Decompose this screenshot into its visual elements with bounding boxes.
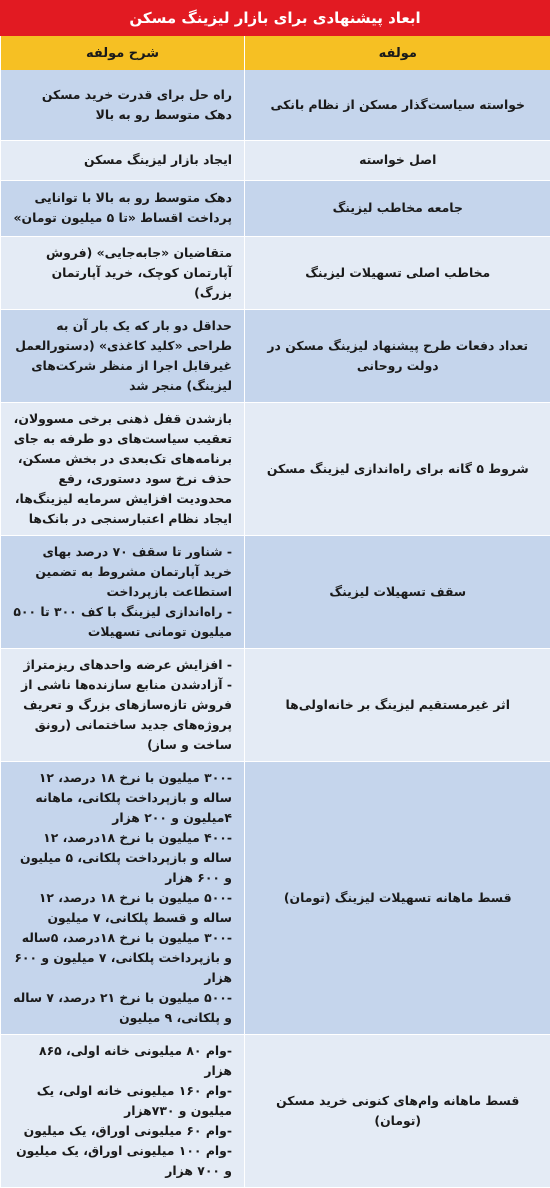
table-row [1, 402, 550, 535]
description-line: متقاضیان «جابه‌جایی» (فروش آپارتمان کوچک، خرید آپارتمان بزرگ) [13, 243, 233, 303]
description-line: - آزادشدن منابع سازنده‌ها ناشی از فروش تازه‌سازهای بزرگ و تعریف پروژه‌های جدید ساختمانی (رونق ساخت و ساز) [13, 675, 233, 755]
description-line: -۴۰۰ میلیون با نرخ ۱۸درصد، ۱۲ ساله و بازپرداخت پلکانی، ۵ میلیون و ۶۰۰ هزار [13, 828, 233, 888]
component-cell: مخاطب اصلی تسهیلات لیزینگ [245, 236, 550, 309]
table-row [1, 140, 550, 180]
component-cell: جامعه مخاطب لیزینگ [245, 180, 550, 236]
component-cell: خواسته سیاست‌گذار مسکن از نظام بانکی [245, 70, 550, 140]
description-cell [1, 648, 245, 761]
component-cell: تعداد دفعات طرح پیشنهاد لیزینگ مسکن در دولت روحانی [245, 309, 550, 402]
description-line: ایجاد بازار لیزینگ مسکن [13, 150, 233, 170]
table-row [1, 70, 550, 140]
description-line: حداقل دو بار که یک بار آن به طراحی «کلید کاغذی» (دستورالعمل غیرقابل اجرا از منظر شرکت‌های لیزینگ) منجر شد [13, 316, 233, 396]
description-cell [1, 236, 245, 309]
table-body [1, 70, 550, 1187]
table-row [1, 535, 550, 648]
description-line: -۵۰۰ میلیون با نرخ ۱۸ درصد، ۱۲ ساله و قسط پلکانی، ۷ میلیون [13, 888, 233, 928]
component-cell: اثر غیرمستقیم لیزینگ بر خانه‌اولی‌ها [245, 648, 550, 761]
description-line: بازشدن قفل ذهنی برخی مسوولان، تعقیب سیاست‌های دو طرفه به جای برنامه‌های تک‌بعدی در بخش مسکن، حذف نرخ سود دستوری، رفع محدودیت افزایش سرمایه لیزینگ‌ها، ایجاد نظام اعتبارسنجی در بانک‌ها [13, 409, 233, 529]
description-cell [1, 309, 245, 402]
description-line: -وام ۶۰ میلیونی اوراق، یک میلیون [13, 1121, 233, 1141]
description-line: -۵۰۰ میلیون با نرخ ۲۱ درصد، ۷ ساله و پلکانی، ۹ میلیون [13, 988, 233, 1028]
component-cell: سقف تسهیلات لیزینگ [245, 535, 550, 648]
description-cell [1, 70, 245, 140]
component-cell: شروط ۵ گانه برای راه‌اندازی لیزینگ مسکن [245, 402, 550, 535]
description-cell [1, 535, 245, 648]
description-cell [1, 1034, 245, 1187]
table-row [1, 180, 550, 236]
description-line: - راه‌اندازی لیزینگ با کف ۳۰۰ تا ۵۰۰ میلیون تومانی تسهیلات [13, 602, 233, 642]
table-row [1, 236, 550, 309]
header-row [1, 36, 550, 70]
component-cell: قسط ماهانه وام‌های کنونی خرید مسکن (تومان) [245, 1034, 550, 1187]
description-line: راه حل برای قدرت خرید مسکن دهک متوسط رو به بالا [13, 85, 233, 125]
description-line: - افزایش عرضه واحدهای ریزمتراژ [13, 655, 233, 675]
table-row [1, 1034, 550, 1187]
table-row [1, 761, 550, 1034]
description-line: -۳۰۰ میلیون با نرخ ۱۸درصد، ۵ساله و بازپرداخت پلکانی، ۷ میلیون و ۶۰۰ هزار [13, 928, 233, 988]
column-header-component: مولفه [245, 36, 550, 70]
description-line: دهک متوسط رو به بالا با توانایی پرداخت اقساط «تا ۵ میلیون تومان» [13, 188, 233, 228]
description-line: -وام ۸۰ میلیونی خانه اولی، ۸۶۵ هزار [13, 1041, 233, 1081]
description-line: -وام ۱۶۰ میلیونی خانه اولی، یک میلیون و ۷۳۰هزار [13, 1081, 233, 1121]
table-title: ابعاد پیشنهادی برای بازار لیزینگ مسکن [0, 0, 550, 36]
description-line: -وام ۱۰۰ میلیونی اوراق، یک میلیون و ۷۰۰ هزار [13, 1141, 233, 1181]
table-row [1, 309, 550, 402]
description-cell [1, 180, 245, 236]
description-line: -۳۰۰ میلیون با نرخ ۱۸ درصد، ۱۲ ساله و بازپرداخت پلکانی، ماهانه ۴میلیون و ۲۰۰ هزار [13, 768, 233, 828]
description-cell [1, 761, 245, 1034]
component-cell: قسط ماهانه تسهیلات لیزینگ (تومان) [245, 761, 550, 1034]
description-cell [1, 402, 245, 535]
table-row [1, 648, 550, 761]
description-cell [1, 140, 245, 180]
column-header-description: شرح مولفه [1, 36, 245, 70]
description-line: - شناور تا سقف ۷۰ درصد بهای خرید آپارتمان مشروط به تضمین استطاعت بازپرداخت [13, 542, 233, 602]
data-table [0, 36, 550, 1188]
component-cell: اصل خواسته [245, 140, 550, 180]
